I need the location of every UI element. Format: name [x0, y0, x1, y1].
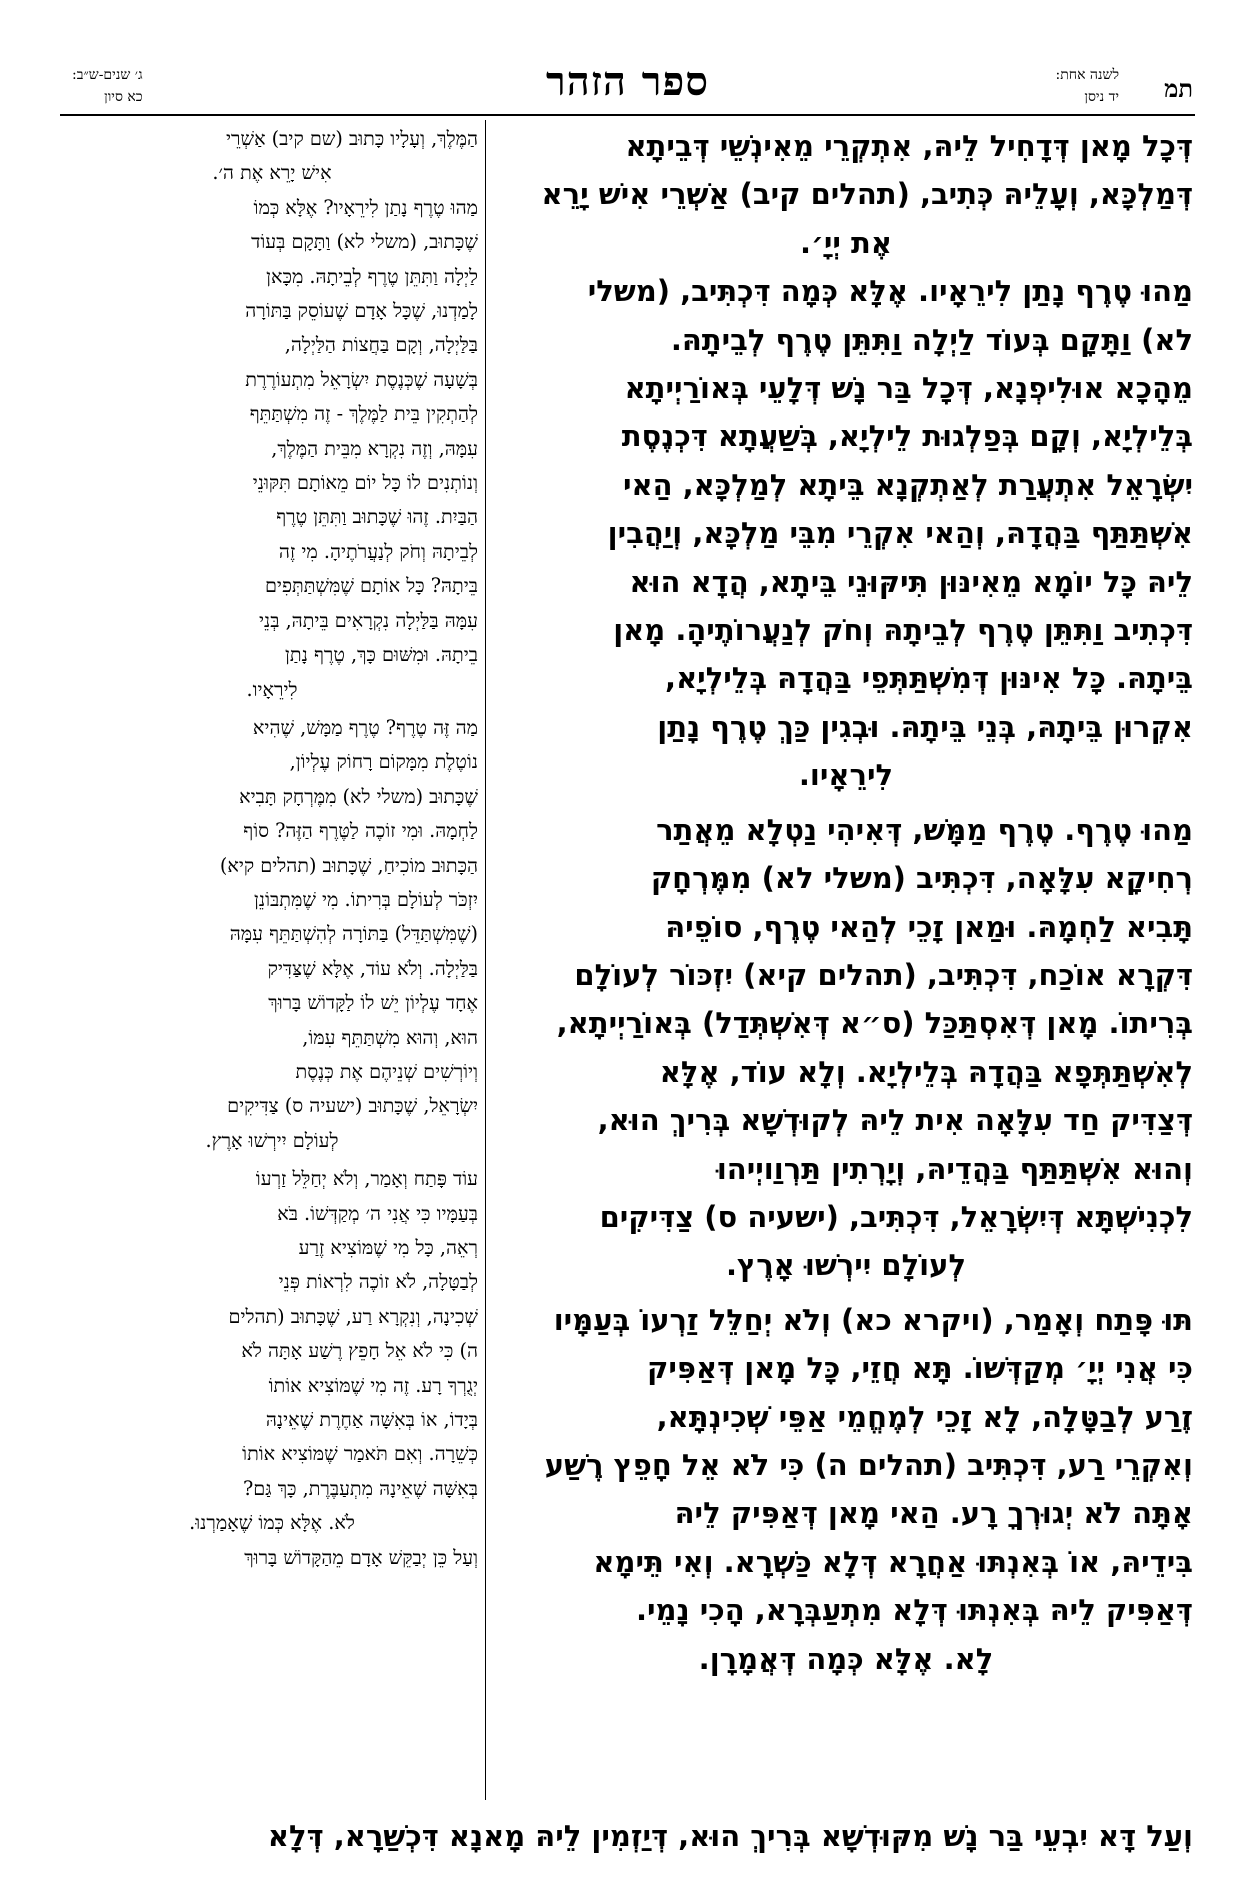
side-line: עִמָּהּ, וְזֶה נִקְרָא מִבֵּית הַמֶּלֶךְ, — [271, 436, 478, 460]
schedule-label: לשנה אחת: — [1055, 67, 1119, 83]
side-line: לְבֵיתָהּ וְחֹק לְנַעֲרֹתֶיהָ. מִי זֶה — [278, 539, 478, 563]
main-line: זֶרַע לְבַטָּלָה, לָא זָכֵי לְמֶחֱמֵי אַפֵּי שְׁכִינְתָּא, — [656, 1399, 1193, 1434]
side-line: וְעַל כֵּן יְבַקֵּשׁ אָדָם מֵהַקָּדוֹשׁ בָּרוּךְ — [244, 1545, 478, 1569]
main-line: לְאִשְׁתַּתְּפָא בַּהֲדָהּ בְּלֵילְיָא. וְלָא עוֹד, אֶלָּא — [659, 1054, 1193, 1089]
main-line: יִשְׂרָאֵל אִתְעֲרַת לְאַתְקְנָא בֵּיתָא לְמַלְכָּא, הַאי — [622, 467, 1193, 502]
main-line: לְעוֹלָם יִירְשׁוּ אָרֶץ. — [726, 1248, 966, 1283]
main-line: לָא. אֶלָּא כְּמָה דְּאֲמָרָן. — [698, 1641, 994, 1676]
side-line: בְּיָדוֹ, אוֹ בְּאִשָּׁה אַחֶרֶת שֶׁאֵינָהּ — [265, 1408, 478, 1432]
main-line: דְּמַלְכָּא, וְעָלֵיהּ כְּתִיב, (תהלים קיב) אַשְׁרֵי אִישׁ יָרֵא — [541, 177, 1193, 212]
side-line: בְּשָׁעָה שֶׁכְּנֶסֶת יִשְׂרָאֵל מִתְעוֹרֶרֶת — [245, 367, 478, 391]
side-line: הוּא, וְהוּא מִשְׁתַּתֵּף עִמּוֹ, — [302, 1025, 478, 1049]
side-line: עוֹד פָּתַח וְאָמַר, וְלֹא יְחַלֵּל זַרְעוֹ — [255, 1167, 478, 1191]
main-line: לִכְנִישְׁתָּא דְּיִשְׂרָאֵל, דִּכְתִּיב, (ישעיה ס) צַדִּיקִים — [599, 1199, 1193, 1234]
side-line: מַה זֶּה טֶרֶף? טֶרֶף מַמָּשׁ, שֶׁהִיא — [252, 715, 478, 739]
side-line: בַּלַּיְלָה, וְקָם בַּחֲצוֹת הַלַּיְלָה, — [284, 333, 478, 357]
side-line: שְׁכִינָה, וְנִקְרָא רַע, שֶׁכָּתוּב (תהלים — [228, 1304, 478, 1328]
side-line: לָמַדְנוּ, שֶׁכָּל אָדָם שֶׁעוֹסֵק בַּתּוֹרָה — [245, 299, 478, 323]
main-line: דִּכְתִיב וַתִּתֵּן טֶרֶף לְבֵיתָהּ וְחֹק לְנַעֲרוֹתֶיהָ. מָאן — [613, 613, 1193, 648]
main-line: אִשְׁתַּתַּף בַּהֲדָהּ, וְהַאי אִקְרֵי מִבֵּי מַלְכָּא, וְיַהֲבִין — [607, 516, 1193, 551]
side-line: הַמֶּלֶךְ, וְעָלָיו כָּתוּב (שם קיב) אַשְׁרֵי — [226, 127, 478, 150]
side-line: בֵּיתָהּ? כָּל אוֹתָם שֶׁמִּשְׁתַּתְּפִים — [264, 574, 478, 598]
side-line: ה) כִּי לֹא אֵל חָפֵץ רֶשַׁע אָתָּה לֹא — [241, 1339, 478, 1363]
main-line: אִקְרוּן בֵּיתָהּ, בְּנֵי בֵּיתָהּ. וּבְגִין כַּךְ טֶרֶף נָתַן — [657, 709, 1193, 744]
side-line: עִמָּהּ בַּלַּיְלָה נִקְרָאִים בֵּיתָהּ, בְּנֵי — [258, 608, 478, 632]
side-line: לְהַתְקִין בֵּית לַמֶּלֶךְ - זֶה מִשְׁתַּתֵּף — [249, 402, 478, 426]
header-rule — [60, 114, 1195, 116]
side-line: לְבַטָּלָה, לֹא זוֹכֶה לִרְאוֹת פְּנֵי — [278, 1270, 478, 1294]
main-line: דְּאַפִּיק לֵיהּ בְּאִנְתּוּ דְּלָא מִתְעַבְּרָא, הָכִי נָמֵי. — [635, 1593, 1193, 1628]
folio-number: תמ — [1164, 74, 1193, 103]
side-line: נוֹטֶלֶת מִמָּקוֹם רָחוֹק עֶלְיוֹן, — [289, 750, 478, 774]
main-line: בֵּיתָהּ. כָּל אִינּוּן דְּמִשְׁתַּתְּפֵי בַּהֲדָהּ בְּלֵילְיָא, — [665, 661, 1193, 696]
schedule-date-alt: כא סיון — [104, 89, 143, 105]
side-line: (שֶׁמִּשְׁתַּדֵּל) בַּתּוֹרָה לְהִשְׁתַּתֵּף עִמָּהּ — [229, 922, 478, 946]
side-line: לַחְמָהּ. וּמִי זוֹכֶה לַטֶּרֶף הַזֶּה? סוֹף — [243, 819, 478, 843]
side-line: לִירֵאָיו. — [246, 677, 298, 701]
schedule-label-alt: ג׳ שנים-ש״ב: — [72, 67, 143, 83]
side-line: אֶחָד עֶלְיוֹן יֵשׁ לוֹ לַקָּדוֹשׁ בָּרוּךְ — [268, 991, 478, 1015]
main-line: דְּכָל מָאן דְּדָחִיל לֵיהּ, אִתְקְרֵי מֵאִינְשֵׁי דְּבֵיתָא — [625, 129, 1193, 163]
main-line: אֶת יְיָ׳. — [800, 225, 892, 260]
main-line: בְּלֵילְיָא, וְקָם בְּפַלְגוּת לֵילְיָא, בְּשַׁעֲתָא דִּכְנֶסֶת — [621, 419, 1193, 454]
side-line: לְעוֹלָם יִירְשׁוּ אָרֶץ. — [205, 1128, 339, 1152]
main-line: דִּקְרָא אוֹכַח, דִּכְתִּיב, (תהלים קיא) יִזְכּוֹר לְעוֹלָם — [574, 957, 1193, 992]
side-line: יִזְכֹּר לְעוֹלָם בְּרִיתוֹ. מִי שֶׁמִּתְבּוֹנֵן — [253, 887, 478, 911]
study-schedule-left — [72, 64, 143, 108]
main-line: בְּרִיתוֹ. מָאן דְּאִסְתַּכַּל (ס״א דְּאִשְׁתְּדַל) בְּאוֹרַיְיתָא, — [556, 1006, 1193, 1041]
main-line: תּוּ פָּתַח וְאָמַר, (ויקרא כא) וְלֹא יְחַלֵּל זַרְעוֹ בְּעַמָּיו — [553, 1302, 1193, 1337]
side-line: וְיוֹרְשִׁים שְׁנֵיהֶם אֶת כְּנֶסֶת — [295, 1059, 478, 1083]
side-line: וְנוֹתְנִים לוֹ כָּל יוֹם מֵאוֹתָם תִּקּוּנֵי — [252, 471, 478, 495]
column-divider — [485, 120, 486, 1800]
side-line: לֹא. אֶלָּא כְּמוֹ שֶׁאָמַרְנוּ. — [189, 1511, 355, 1535]
side-line: בַּלַּיְלָה. וְלֹא עוֹד, אֶלָּא שֶׁצַּדִּיק — [267, 956, 478, 980]
side-line: הַכָּתוּב מוֹכִיחַ, שֶׁכָּתוּב (תהלים קיא) — [219, 853, 478, 877]
side-line: לַיְלָה וַתִּתֵּן טֶרֶף לְבֵיתָהּ. מִכָּאן — [266, 264, 478, 288]
aramaic-main-text — [499, 122, 1193, 1802]
page-header — [60, 56, 1195, 114]
main-line: בִּידֵיהּ, אוֹ בְּאִנְתּוּ אַחֲרָא דְּלָא כַּשְׁרָא. וְאִי תֵּימָא — [593, 1544, 1193, 1579]
main-line: דְּצַדִּיק חַד עִלָּאָה אִית לֵיהּ לְקוּדְשָׁא בְּרִיךְ הוּא, — [597, 1103, 1193, 1138]
side-line: בֵיתָהּ. וּמִשּׁוּם כָּךְ, טֶרֶף נָתַן — [285, 643, 478, 667]
main-line: תָּבִיא לַחְמָהּ. וּמַאן זָכֵי לְהַאי טֶרֶף, סוֹפֵיהּ — [665, 909, 1193, 944]
main-line: מַהוּ טֶרֶף נָתַן לִירֵאָיו. אֶלָּא כְּמָה דִּכְתִּיב, (משלי — [587, 274, 1193, 309]
side-line: כְּשֵׁרָה. וְאִם תֹּאמַר שֶׁמּוֹצִיא אוֹתוֹ — [242, 1442, 478, 1466]
main-line: וְאִקְרֵי רַע, דִּכְתִּיב (תהלים ה) כִּי לֹא אֵל חָפֵץ רֶשַׁע — [544, 1447, 1193, 1482]
side-line: שֶׁכָּתוּב (משלי לא) מִמֶּרְחָק תָּבִיא — [239, 784, 478, 808]
side-line: בְּעַמָּיו כִּי אֲנִי ה׳ מְקַדְּשׁוֹ. בֹּא — [277, 1201, 478, 1225]
side-line: רְאֵה, כָּל מִי שֶׁמּוֹצִיא זֶרַע — [298, 1236, 478, 1259]
side-line: הַבַּיִת. זֶהוּ שֶׁכָּתוּב וַתִּתֵּן טֶרֶף — [276, 505, 478, 529]
side-line: מַהוּ טֶרֶף נָתַן לִירֵאָיו? אֶלָּא כְּמוֹ — [253, 195, 478, 219]
main-line: מַהוּ טֶרֶף. טֶרֶף מַמָּשׁ, דְּאִיהִי נַטְלָא מֵאֲתַר — [656, 812, 1193, 847]
book-title: ספר הזהר — [546, 58, 709, 105]
side-line: יְגֻרְךָ רָע. זֶה מִי שֶׁמּוֹצִיא אוֹתוֹ — [268, 1373, 478, 1397]
main-line: אָתָּה לֹא יְגוּרְךָ רָע. הַאי מָאן דְּאַפִּיק לֵיהּ — [674, 1496, 1193, 1531]
main-line: וְהוּא אִשְׁתַּתַּף בַּהֲדֵיהּ, וְיָרְתִין תַּרְוַויְיהוּ — [716, 1151, 1193, 1186]
side-line: יִשְׂרָאֵל, שֶׁכָּתוּב (ישעיה ס) צַדִּיקִים — [227, 1094, 478, 1118]
main-line: לֵיהּ כָּל יוֹמָא מֵאִינּוּן תִּיקּוּנֵי בֵּיתָא, הֲדָא הוּא — [629, 564, 1193, 599]
main-line: לא) וַתָּקָם בְּעוֹד לַיְלָה וַתִּתֵּן טֶרֶף לְבֵיתָהּ. — [670, 322, 1193, 357]
main-line: כִּי אֲנִי יְיָ׳ מְקַדְּשׁוֹ. תָּא חֲזֵי, כָּל מָאן דְּאַפִּיק — [647, 1351, 1193, 1386]
main-line: מֵהָכָא אוּלִיפְנָא, דְּכָל בַּר נָשׁ דְּלָעֵי בְּאוֹרַיְיתָא — [624, 371, 1193, 406]
main-line: רְחִיקָא עִלָּאָה, דִּכְתִּיב (משלי לא) מִמֶּרְחָק — [650, 861, 1193, 896]
main-line: לִירֵאָיו. — [798, 758, 894, 793]
side-line: אִישׁ יָרֵא אֶת ה׳. — [212, 161, 332, 185]
hebrew-translation-column — [66, 122, 478, 1802]
full-width-bottom-line: וְעַל דָּא יִבְעֵי בַּר נָשׁ מִקּוּדְשָׁא בְּרִיךְ הוּא, דְּיַזְמִין לֵיהּ מָאנָא דִּכְשַׁרָא, דְּלָא — [267, 1819, 1193, 1853]
side-line: שֶׁכָּתוּב, (משלי לא) וַתָּקָם בְּעוֹד — [251, 230, 478, 254]
schedule-date: יד ניסן — [1084, 89, 1119, 105]
side-line: בְּאִשָּׁה שֶׁאֵינָהּ מִתְעַבֶּרֶת, כָּךְ גַּם? — [243, 1476, 478, 1500]
